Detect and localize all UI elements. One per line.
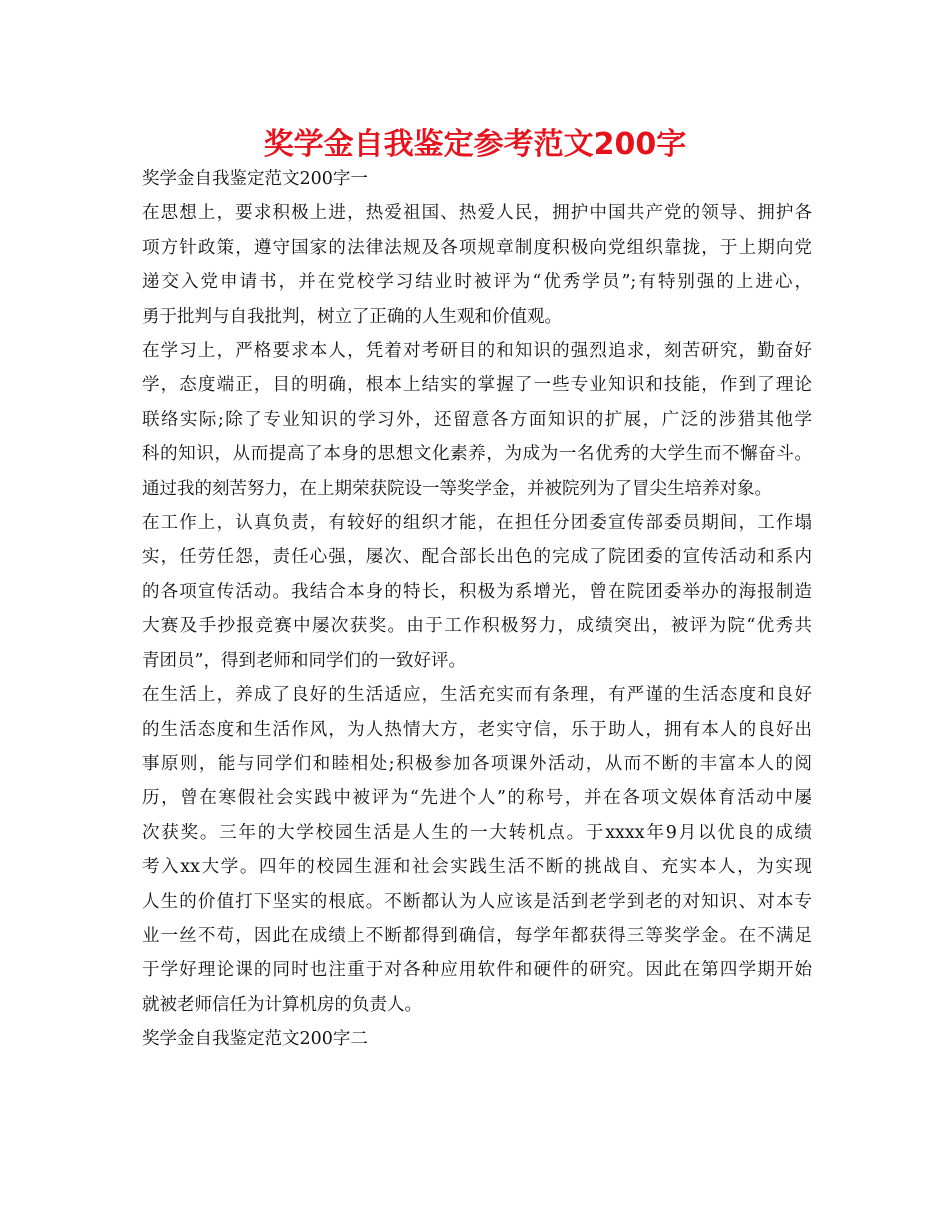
paragraph-line: 联络实际;除了专业知识的学习外，还留意各方面知识的扩展，广泛的涉猎其他学	[142, 409, 812, 430]
paragraph-line: 就被老师信任为计算机房的负责人。	[142, 994, 422, 1015]
paragraph-line: 在思想上，要求积极上进，热爱祖国、热爱人民，拥护中国共产党的领导、拥护各	[142, 203, 812, 224]
paragraph-line: 在学习上，严格要求本人，凭着对考研目的和知识的强烈追求，刻苦研究，勤奋好	[142, 341, 812, 362]
section-heading-2: 奖学金自我鉴定范文200字二	[142, 1029, 368, 1050]
paragraph-line: 的生活态度和生活作风，为人热情大方，老实守信，乐于助人，拥有本人的良好出	[142, 719, 812, 740]
paragraph-line: 次获奖。三年的大学校园生活是人生的一大转机点。于xxxx年9月以优良的成绩	[142, 822, 812, 843]
paragraph-line: 实，任劳任怨，责任心强，屡次、配合部长出色的完成了院团委的宣传活动和系内	[142, 547, 812, 568]
paragraph-list	[142, 196, 812, 1022]
paragraph	[142, 506, 812, 678]
paragraph-line: 勇于批判与自我批判，树立了正确的人生观和价值观。	[142, 306, 562, 327]
paragraph-line: 事原则，能与同学们和睦相处;积极参加各项课外活动，从而不断的丰富本人的阅	[142, 753, 812, 774]
paragraph	[142, 678, 812, 1022]
document-body	[142, 162, 812, 1057]
paragraph-line: 在生活上，养成了良好的生活适应，生活充实而有条理，有严谨的生活态度和良好	[142, 685, 812, 706]
paragraph-line: 的各项宣传活动。我结合本身的特长，积极为系增光，曾在院团委举办的海报制造	[142, 581, 812, 602]
paragraph	[142, 196, 812, 334]
paragraph-line: 学，态度端正，目的明确，根本上结实的掌握了一些专业知识和技能，作到了理论	[142, 375, 812, 396]
paragraph-line: 业一丝不苟，因此在成绩上不断都得到确信，每学年都获得三等奖学金。在不满足	[142, 925, 812, 946]
section-heading-1: 奖学金自我鉴定范文200字一	[142, 169, 368, 189]
paragraph-line: 人生的价值打下坚实的根底。不断都认为人应该是活到老学到老的对知识、对本专	[142, 891, 812, 912]
paragraph-line: 大赛及手抄报竞赛中屡次获奖。由于工作积极努力，成绩突出，被评为院“优秀共	[142, 616, 812, 637]
paragraph-line: 于学好理论课的同时也注重于对各种应用软件和硬件的研究。因此在第四学期开始	[142, 960, 812, 981]
paragraph-line: 通过我的刻苦努力，在上期荣获院设一等奖学金，并被院列为了冒尖生培养对象。	[142, 478, 772, 499]
paragraph	[142, 334, 812, 506]
paragraph-line: 科的知识，从而提高了本身的思想文化素养，为成为一名优秀的大学生而不懈奋斗。	[142, 444, 812, 465]
document-title: 奖学金自我鉴定参考范文200字	[263, 127, 687, 162]
paragraph-line: 青团员”，得到老师和同学们的一致好评。	[142, 650, 466, 671]
paragraph-line: 在工作上，认真负责，有较好的组织才能，在担任分团委宣传部委员期间，工作塌	[142, 513, 812, 534]
paragraph-line: 项方针政策，遵守国家的法律法规及各项规章制度积极向党组织靠拢，于上期向党	[142, 237, 812, 258]
paragraph-line: 递交入党申请书，并在党校学习结业时被评为“优秀学员”;有特别强的上进心，	[142, 272, 812, 293]
paragraph-line: 考入xx大学。四年的校园生涯和社会实践生活不断的挑战自、充实本人，为实现	[142, 857, 812, 878]
paragraph-line: 历，曾在寒假社会实践中被评为“先进个人”的称号，并在各项文娱体育活动中屡	[142, 788, 812, 809]
